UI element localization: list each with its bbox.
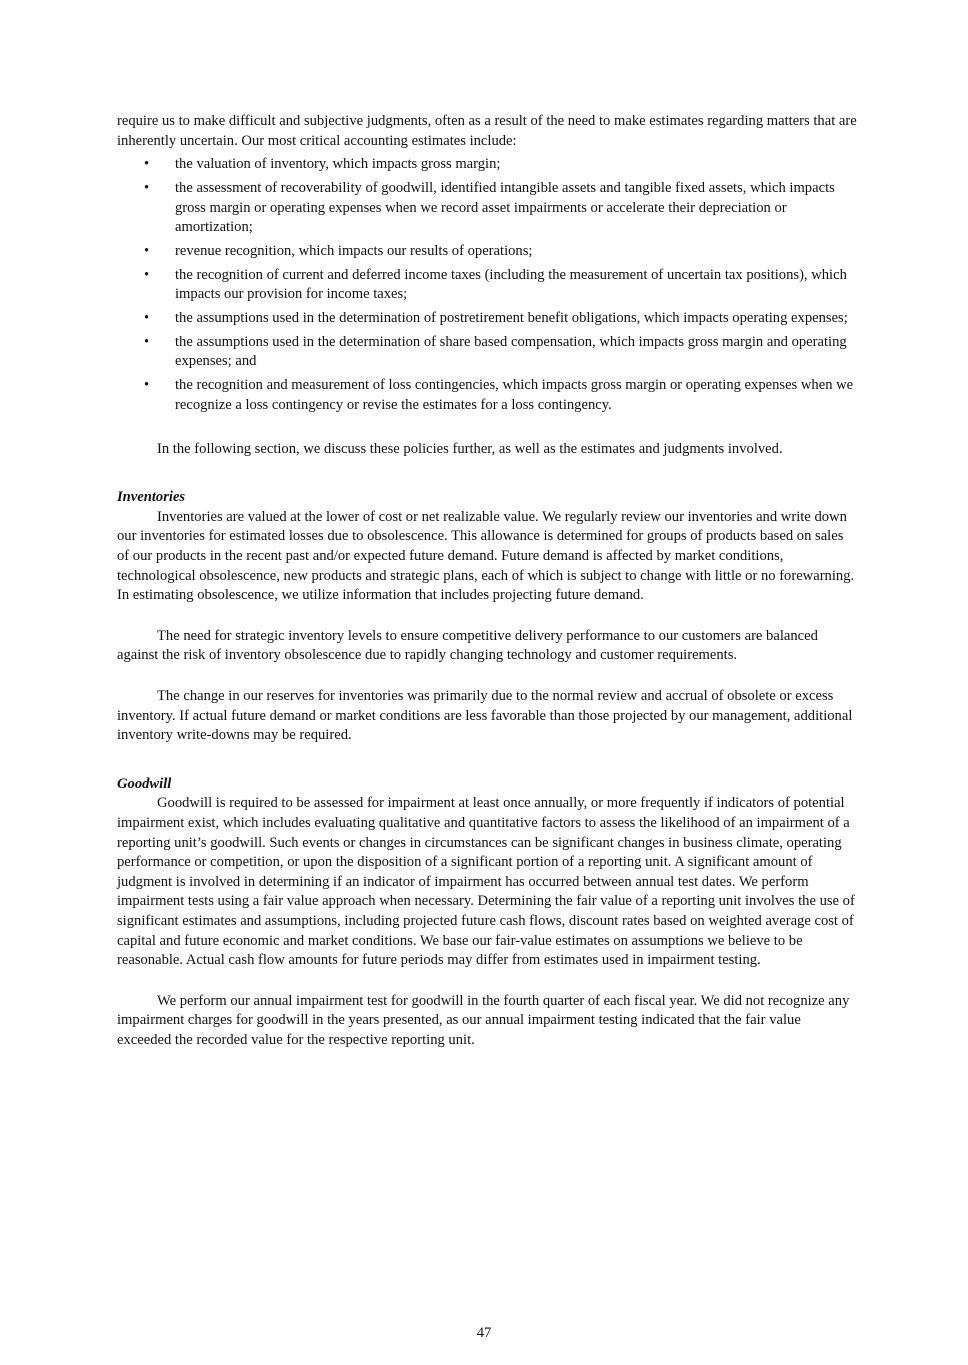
goodwill-heading: Goodwill (117, 775, 172, 792)
list-item-text: the valuation of inventory, which impacts gross margin; (175, 156, 501, 173)
inventories-paragraph: The change in our reserves for inventories was primarily due to the normal review and accrual of obsolete or excess inventory. If actual future demand or market conditions are less favorable than those projected by our management, additional inventory write-downs may be required. (117, 687, 853, 744)
list-item (117, 266, 857, 305)
list-item-text: the assumptions used in the determination of postretirement benefit obligations, which impacts operating expenses; (175, 310, 848, 327)
list-item (117, 155, 857, 175)
inventories-paragraph: The need for strategic inventory levels to ensure competitive delivery performance to our customers are balanced against the risk of inventory obsolescence due to rapidly changing technology and customer requirements. (117, 627, 818, 664)
list-item (117, 376, 857, 415)
critical-estimates-list (117, 155, 857, 415)
bullet-icon: • (144, 333, 150, 350)
bullet-icon: • (144, 242, 150, 259)
list-item (117, 333, 857, 372)
list-item-text: the recognition and measurement of loss contingencies, which impacts gross margin or operating expenses when we recognize a loss contingency or revise the estimates for a loss contingency. (175, 377, 854, 413)
goodwill-paragraph: Goodwill is required to be assessed for impairment at least once annually, or more frequently if indicators of potential impairment exist, which includes evaluating qualitative and quantitative factors to assess the likelihood of an impairment of a reporting unit’s goodwill. Such events or changes in circumstances can be significant changes in business climate, operating performance or competition, or upon the disposition of a significant portion of a reporting unit. A significant amount of judgment is involved in determining if an indicator of impairment has occurred between annual test dates. We perform impairment tests using a fair value approach when necessary. Determining the fair value of a reporting unit involves the use of significant estimates and assumptions, including projected future cash flows, discount rates based on weighted average cost of capital and future economic and market conditions. We base our fair-value estimates on assumptions we believe to be reasonable. Actual cash flow amounts for future periods may differ from estimates used in impairment testing. (117, 795, 855, 969)
list-item (117, 242, 857, 262)
goodwill-paragraph: We perform our annual impairment test for goodwill in the fourth quarter of each fiscal year. We did not recognize any impairment charges for goodwill in the years presented, as our annual impairment testing indicated that the fair value exceeded the recorded value for the respective reporting unit. (117, 992, 850, 1048)
inventories-heading: Inventories (117, 489, 186, 506)
page-number: 47 (476, 1325, 492, 1341)
bullet-icon: • (144, 266, 150, 283)
intro-paragraph: require us to make difficult and subjective judgments, often as a result of the need to make estimates regarding matters that are inherently uncertain. Our most critical accounting estimates include: (117, 113, 857, 149)
inventories-paragraph: Inventories are valued at the lower of cost or net realizable value. We regularly review our inventories and write down our inventories for estimated losses due to obsolescence. This allowance is determined for groups of products based on sales of our products in the recent past and/or expected future demand. Future demand is affected by market conditions, technological obsolescence, new products and strategic plans, each of which is subject to change with little or no forewarning. In estimating obsolescence, we utilize information that includes projecting future demand. (117, 508, 855, 604)
list-item-text: the assumptions used in the determination of share based compensation, which impacts gross margin and operating expenses; and (175, 333, 847, 370)
list-item-text: the assessment of recoverability of goodwill, identified intangible assets and tangible fixed assets, which impacts gross margin or operating expenses when we record asset impairments or accelerate their depreciation or amortization; (175, 179, 835, 236)
bullet-icon: • (144, 377, 150, 394)
document-body (117, 112, 857, 1050)
bullet-icon: • (144, 310, 150, 327)
list-item (117, 309, 857, 329)
bullet-icon: • (144, 156, 150, 173)
list-item (117, 179, 857, 238)
list-item-text: the recognition of current and deferred income taxes (including the measurement of uncertain tax positions), which impacts our provision for income taxes; (175, 266, 847, 303)
list-item-text: revenue recognition, which impacts our results of operations; (175, 242, 533, 259)
following-paragraph: In the following section, we discuss these policies further, as well as the estimates and judgments involved. (157, 440, 783, 457)
bullet-icon: • (144, 179, 150, 196)
